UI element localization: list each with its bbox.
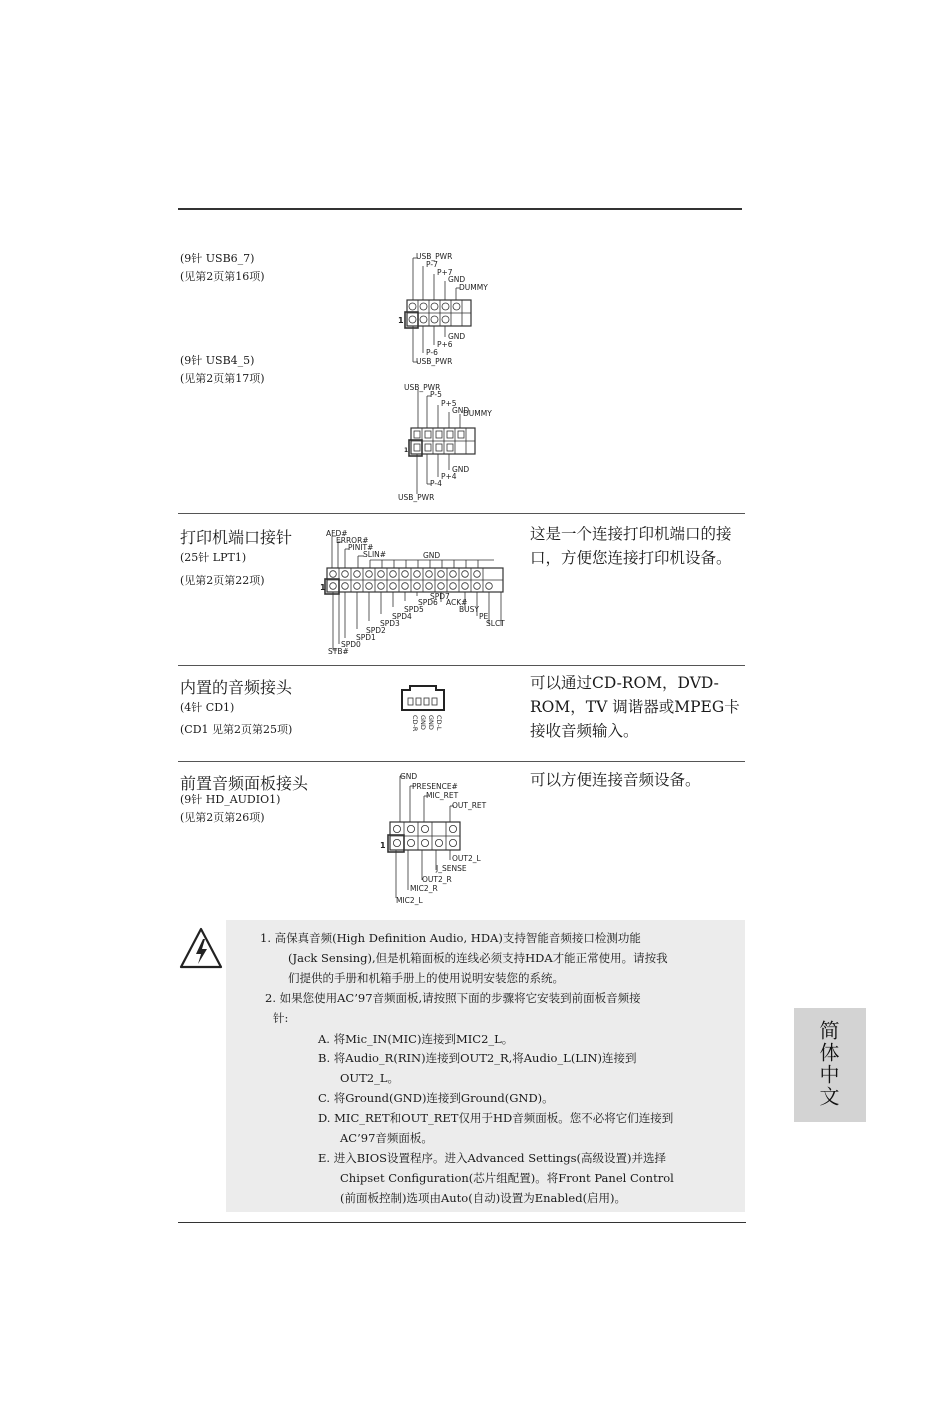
hda-presence-label: PRESENCE#: [412, 782, 458, 791]
lpt-spd1-label: SPD1: [356, 633, 376, 642]
cd-ref: (CD1 见第2页第25项): [180, 723, 293, 736]
lpt-spd0-label: SPD0: [341, 640, 361, 649]
lpt-slin-label: SLIN#: [363, 550, 387, 559]
cd-pins: (4针 CD1): [180, 701, 235, 714]
lpt-pinit-label: PINIT#: [348, 543, 374, 552]
cd-pin1-label: CD-R: [411, 715, 419, 732]
hda-pin1-label: 1: [380, 841, 386, 850]
note-1-line-3: 们提供的手册和机箱手册上的使用说明安装您的系统。: [288, 971, 564, 985]
cd-diagram: [396, 684, 452, 742]
hda-title: 前置音频面板接头: [180, 774, 309, 793]
warning-icon: [178, 926, 224, 972]
note-step-d-line-1: D. MIC_RET和OUT_RET仅用于HD音频面板。您不必将它们连接到: [318, 1111, 674, 1125]
usb67-usb-pwr-top-label: USB_PWR: [416, 252, 453, 261]
lpt-pe-label: PE: [479, 612, 489, 621]
hda-mic-ret-label: MIC_RET: [426, 791, 459, 800]
note-step-b-line-1: B. 将Audio_R(RIN)连接到OUT2_R,将Audio_L(LIN)连接到: [318, 1051, 637, 1065]
usb67-gnd-top-label: GND: [448, 275, 466, 284]
cd-title: 内置的音频接头: [180, 678, 293, 697]
hda-out-ret-label: OUT_RET: [452, 801, 487, 810]
usb67-p-minus-label: P-7: [426, 260, 438, 269]
usb67-ref: (见第2页第16项): [180, 270, 265, 283]
hda-j-sense-label: J_SENSE: [436, 864, 467, 873]
hda-out2-r-label: OUT2_R: [422, 875, 452, 884]
note-step-b-line-2: OUT2_L。: [340, 1071, 399, 1085]
usb45-pin1-label: 1: [404, 447, 409, 454]
usb45-diagram: [396, 380, 506, 504]
note-step-e-line-1: E. 进入BIOS设置程序。进入Advanced Settings(高级设置)并选择: [318, 1151, 666, 1165]
note-step-e-line-2: Chipset Configuration(芯片组配置)。将Front Panel Control: [340, 1171, 674, 1185]
usb45-p-plus-label: P+5: [441, 399, 457, 408]
usb45-p-minus-label: P-5: [430, 390, 442, 399]
lpt-afd-label: AFD#: [326, 529, 348, 538]
note-step-a: A. 将Mic_IN(MIC)连接到MIC2_L。: [318, 1032, 514, 1046]
usb45-usb-pwr-bot-label: USB_PWR: [398, 493, 435, 502]
usb45-gnd-top-label: GND: [452, 406, 470, 415]
lpt-description: 这是一个连接打印机端口的接口，方便您连接打印机设备。: [530, 525, 732, 567]
lpt-ack-label: ACK#: [446, 598, 468, 607]
cd-pin2-label: GND: [419, 715, 427, 730]
cd-pin4-label: CD-L: [435, 715, 443, 731]
hda-ref: (见第2页第26项): [180, 811, 265, 824]
hda-description: 可以方便连接音频设备。: [530, 771, 701, 789]
lpt-spd7-label: SPD7: [430, 592, 450, 601]
lpt-spd5-label: SPD5: [404, 605, 424, 614]
usb67-dummy-label: DUMMY: [459, 283, 488, 292]
hda-mic2-r-label: MIC2_R: [410, 884, 438, 893]
note-step-e-line-3: (前面板控制)选项由Auto(自动)设置为Enabled(启用)。: [340, 1191, 627, 1205]
lpt-gnd-label: GND: [423, 551, 441, 560]
footer-rule: [178, 1222, 746, 1223]
usb45-gnd-bot-label: GND: [452, 465, 470, 474]
hda-mic2-l-label: MIC2_L: [396, 896, 423, 905]
usb45-p-minus-b-label: P-4: [430, 479, 442, 488]
lpt-spd3-label: SPD3: [380, 619, 400, 628]
hda-gnd-label: GND: [400, 772, 418, 781]
hda-pins: (9针 HD_AUDIO1): [180, 793, 281, 806]
usb67-p-plus-label: P+7: [437, 268, 453, 277]
cd-description: 可以通过CD-ROM，DVD-ROM，TV 调谐器或MPEG卡接收音频输入。: [530, 674, 740, 740]
usb67-usb-pwr-bot-label: USB_PWR: [416, 357, 453, 366]
note-1-line-1: 1. 高保真音频(High Definition Audio, HDA)支持智能音频接口检测功能: [260, 931, 641, 945]
usb67-pins: (9针 USB6_7): [180, 252, 255, 265]
usb45-dummy-label: DUMMY: [463, 409, 492, 418]
lpt-diagram: [318, 528, 514, 658]
usb67-p-minus-b-label: P-6: [426, 348, 438, 357]
usb45-p-plus-b-label: P+4: [441, 472, 457, 481]
usb45-ref: (见第2页第17项): [180, 372, 265, 385]
lpt-spd6-label: SPD6: [418, 598, 438, 607]
divider-1: [178, 513, 745, 514]
language-tab: [794, 1008, 866, 1122]
lpt-pin1-label: 1: [320, 583, 326, 592]
usb67-diagram: [396, 250, 506, 370]
cd-pin3-label: GND: [427, 715, 435, 730]
language-tab-label: 简体中文: [816, 1020, 840, 1108]
hda-out2-l-label: OUT2_L: [452, 854, 481, 863]
note-step-d-line-2: AC’97音频面板。: [340, 1131, 433, 1145]
divider-3: [178, 761, 745, 762]
lpt-busy-label: BUSY: [459, 605, 479, 614]
lpt-slct-label: SLCT: [486, 619, 505, 628]
divider-2: [178, 665, 745, 666]
hda-diagram: [378, 770, 494, 908]
usb67-p-plus-b-label: P+6: [437, 340, 453, 349]
usb67-pin1-label: 1: [398, 316, 404, 325]
lpt-error-label: ERROR#: [336, 536, 369, 545]
lpt-spd4-label: SPD4: [392, 612, 412, 621]
lpt-stb-label: STB#: [328, 647, 349, 656]
header-rule: [178, 208, 742, 210]
lpt-spd2-label: SPD2: [366, 626, 386, 635]
usb67-gnd-bot-label: GND: [448, 332, 466, 341]
usb45-usb-pwr-top-label: USB_PWR: [404, 383, 441, 392]
usb45-pins: (9针 USB4_5): [180, 354, 255, 367]
lpt-ref: (见第2页第22项): [180, 574, 265, 587]
note-step-c: C. 将Ground(GND)连接到Ground(GND)。: [318, 1091, 554, 1105]
lpt-title: 打印机端口接针: [180, 528, 293, 547]
note-2-line-2: 针:: [273, 1011, 289, 1025]
lpt-pins: (25针 LPT1): [180, 551, 247, 564]
note-1-line-2: (Jack Sensing),但是机箱面板的连线必须支持HDA才能正常使用。请按我: [288, 951, 668, 965]
note-2-line-1: 2. 如果您使用AC’97音频面板,请按照下面的步骤将它安装到前面板音频接: [265, 991, 641, 1005]
